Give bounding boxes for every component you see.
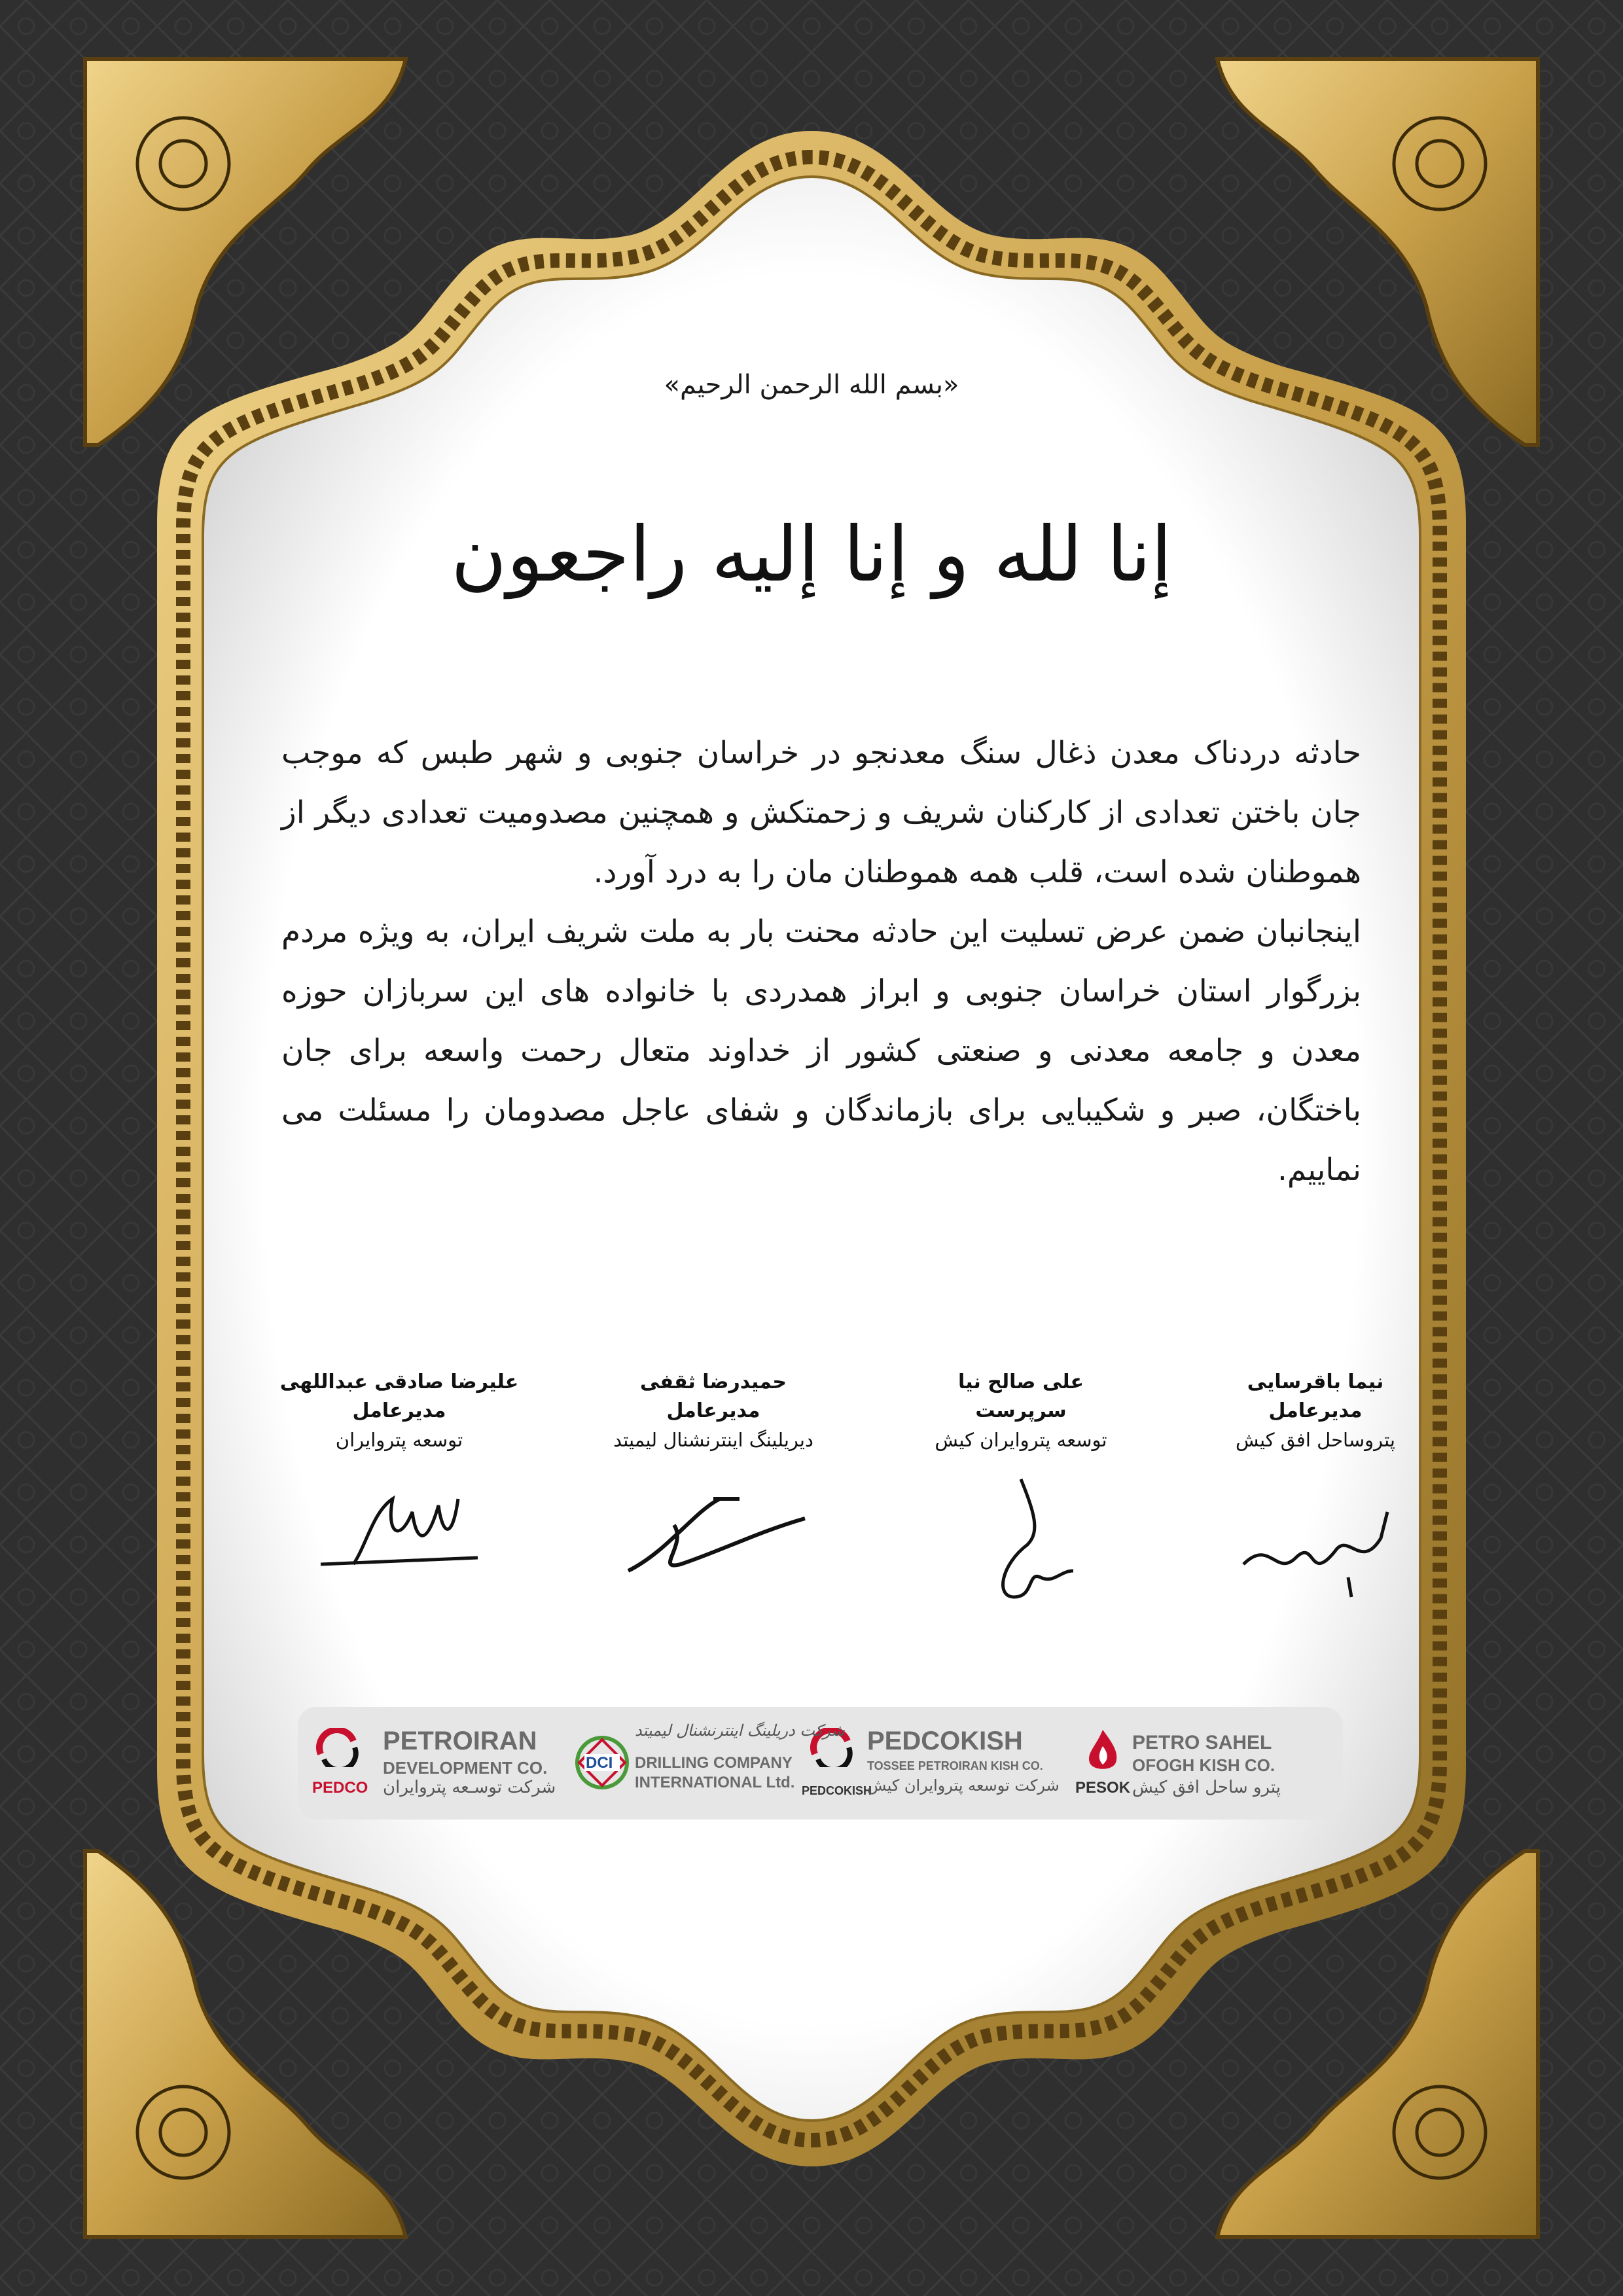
message-paragraph-1: حادثه دردناک معدن ذغال سنگ معدنجو در خراسان جنوبی و شهر طبس که موجب جان باختن تعدادی از کارکنان شریف و زحمتکش و همچنین مصدومیت تعدادی دیگر از هموطنان شده است، قلب همه هموطنان مان را به درد آورد.	[281, 735, 1361, 890]
signature-image	[615, 1473, 812, 1604]
signatory-company: پتروساحل افق کیش	[1236, 1429, 1395, 1451]
logo-en-name: PETROIRAN	[383, 1727, 537, 1755]
signatory-name: علی صالح نیا	[958, 1371, 1084, 1393]
logo-en-sub: OFOGH KISH CO.	[1132, 1755, 1275, 1775]
signatory-name: نیما باقرسایی	[1247, 1371, 1384, 1393]
condolence-message	[281, 723, 1361, 1200]
logo-abbr: DCI	[586, 1754, 613, 1772]
signatory-company: توسعه پتروایران	[335, 1429, 463, 1451]
logo-fa-name: شرکت توسـعه پتروایران	[383, 1778, 556, 1797]
message-paragraph-2: اینجانبان ضمن عرض تسلیت این حادثه محنت بار به ملت شریف ایران، به ویژه مردم بزرگوار استان خراسان جنوبی و ابراز همدردی با خانواده های این سربازان حوزه معدن و جامعه معدنی و صنعتی کشور از خداوند متعال رحمت واسعه برای جان باختگان، صبر و شکیبایی برای بازماندگان و شفای عاجل مصدومان را مسئلت می نماییم.	[281, 914, 1361, 1188]
logo-abbr: PEDCO	[312, 1779, 368, 1797]
logo-en-sub: TOSSEE PETROIRAN KISH CO.	[867, 1759, 1043, 1772]
istirja-calligraphy	[0, 511, 1623, 599]
signatory-company: توسعه پتروایران کیش	[935, 1429, 1107, 1451]
logo-abbr: PEDCOKISH	[802, 1784, 872, 1797]
logo-pedco	[304, 1707, 566, 1820]
istirja-text: إنا لله و إنا إليه راجعون	[451, 511, 1172, 599]
signatory-role: مدیرعامل	[352, 1399, 446, 1422]
signature-image	[301, 1473, 497, 1604]
signatory-role: سرپرست	[975, 1399, 1067, 1422]
logo-fa-name: شرکت توسعه پتروایران کیش	[867, 1776, 1060, 1795]
logo-pesok	[1070, 1707, 1332, 1820]
logo-fa-name: شرکت دریلینگ اینترنشنال لیمیتد	[635, 1721, 845, 1740]
signatory-1	[1191, 1368, 1440, 1604]
signatory-role: مدیرعامل	[1268, 1399, 1363, 1422]
signatory-company: دیریلینگ اینترنشنال لیمیتد	[613, 1429, 813, 1451]
logo-en-sub: DEVELOPMENT CO.	[383, 1758, 548, 1778]
logo-en-name: DRILLING COMPANY	[635, 1754, 793, 1772]
signatory-name: حمیدرضا ثقفی	[639, 1371, 787, 1393]
signatory-3	[589, 1368, 838, 1604]
logo-en-sub: INTERNATIONAL Ltd.	[635, 1774, 795, 1791]
signatory-4	[275, 1368, 524, 1604]
signatory-role: مدیرعامل	[666, 1399, 760, 1422]
logo-en-name: PEDCOKISH	[867, 1727, 1023, 1755]
pedco-emblem-icon	[314, 1728, 360, 1767]
company-logos-bar	[298, 1707, 1343, 1820]
signature-image	[923, 1473, 1119, 1604]
basmala: «بسم الله الرحمن الرحیم»	[664, 370, 959, 400]
flame-icon	[1083, 1727, 1122, 1772]
logo-abbr: PESOK	[1075, 1779, 1131, 1797]
signatory-2	[897, 1368, 1145, 1604]
signature-image	[1217, 1473, 1414, 1604]
logo-en-name: PETRO SAHEL	[1132, 1732, 1272, 1753]
logo-fa-name: پترو ساحل افق کیش	[1132, 1778, 1281, 1797]
signatory-name: علیرضا صادقی عبداللهی	[279, 1371, 519, 1393]
